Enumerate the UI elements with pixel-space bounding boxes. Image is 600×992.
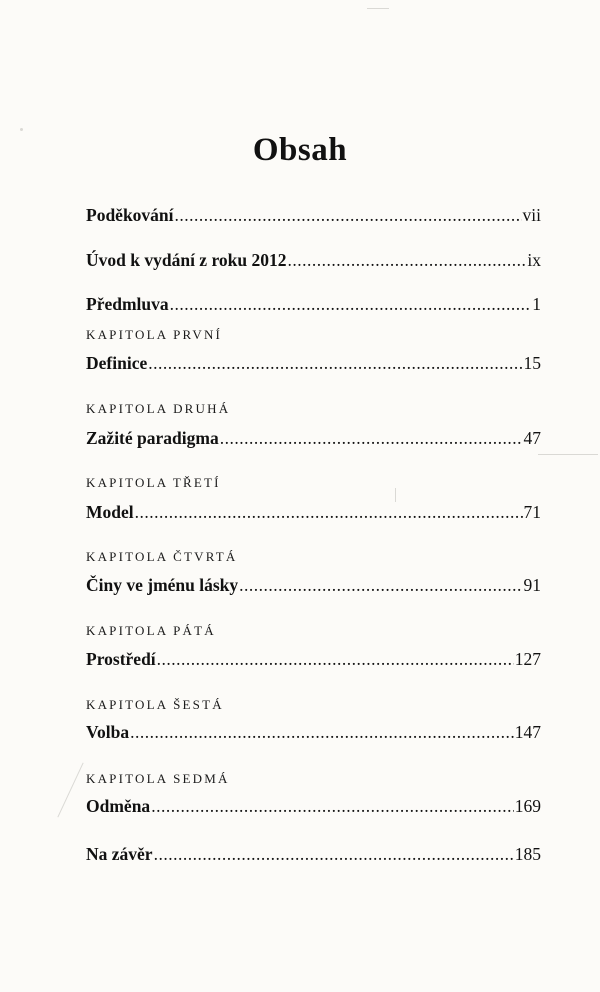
toc-entry-title: Definice: [86, 353, 148, 373]
dot-leader: [170, 293, 532, 315]
page-title: Obsah: [252, 132, 348, 168]
toc-entry-title: Úvod k vydání z roku 2012: [86, 250, 287, 270]
toc-entry-volba: [86, 721, 541, 743]
chapter-label: KAPITOLA PRVNÍ: [86, 327, 223, 342]
scan-line: [367, 8, 389, 9]
toc-entry-podekovani: [86, 204, 541, 226]
scan-speck: [20, 128, 23, 131]
dot-leader: [288, 249, 527, 271]
scan-line: [538, 454, 598, 455]
toc-entry-na-zaver: [86, 843, 541, 865]
chapter-label: KAPITOLA SEDMÁ: [86, 771, 230, 786]
toc-entry-title: Předmluva: [86, 294, 169, 314]
toc-entry-predmluva: [86, 293, 541, 315]
toc-entry-zazite-paradigma: [86, 427, 541, 449]
toc-page-number: vii: [522, 205, 541, 225]
dot-leader: [154, 843, 514, 865]
dot-leader: [148, 352, 522, 374]
toc-entry-prostredi: [86, 648, 541, 670]
toc-entry-model: [86, 501, 541, 523]
dot-leader: [157, 648, 514, 670]
toc-entry-title: Zažité paradigma: [86, 428, 219, 448]
chapter-label: KAPITOLA ČTVRTÁ: [86, 549, 238, 564]
toc-entry-odmena: [86, 795, 541, 817]
toc-entry-uvod: [86, 249, 541, 271]
toc-entry-title: Poděkování: [86, 205, 174, 225]
toc-page-number: 185: [514, 844, 541, 864]
dot-leader: [220, 427, 523, 449]
toc-page-number: ix: [527, 250, 541, 270]
chapter-label: KAPITOLA PÁTÁ: [86, 623, 216, 638]
toc-page-number: 1: [532, 294, 541, 314]
toc-entry-ciny-ve-jmenu-lasky: [86, 574, 541, 596]
dot-leader: [135, 501, 523, 523]
toc-page-number: 147: [514, 722, 541, 742]
toc-page-number: 15: [523, 353, 541, 373]
toc-entry-title: Na závěr: [86, 844, 153, 864]
toc-page-number: 91: [523, 575, 541, 595]
toc-entry-definice: [86, 352, 541, 374]
dot-leader: [175, 204, 522, 226]
toc-entry-title: Činy ve jménu lásky: [86, 575, 239, 595]
scan-line: [395, 488, 396, 502]
toc-entry-title: Prostředí: [86, 649, 156, 669]
dot-leader: [239, 574, 522, 596]
chapter-label: KAPITOLA DRUHÁ: [86, 401, 231, 416]
toc-page-number: 127: [514, 649, 541, 669]
toc-entry-title: Model: [86, 502, 134, 522]
scan-line: [57, 763, 83, 818]
dot-leader: [151, 795, 514, 817]
dot-leader: [130, 721, 514, 743]
chapter-label: KAPITOLA ŠESTÁ: [86, 697, 224, 712]
toc-entry-title: Odměna: [86, 796, 151, 816]
toc-page-number: 169: [514, 796, 541, 816]
chapter-label: KAPITOLA TŘETÍ: [86, 475, 221, 490]
toc-entry-title: Volba: [86, 722, 130, 742]
toc-page-number: 71: [523, 502, 541, 522]
toc-page-number: 47: [523, 428, 541, 448]
